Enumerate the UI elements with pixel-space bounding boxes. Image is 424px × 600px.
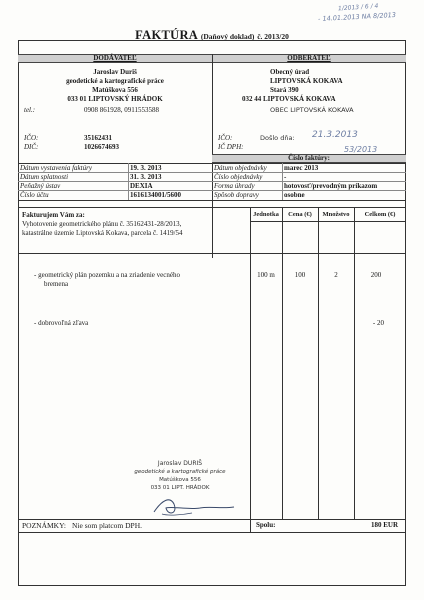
signature: [148, 490, 238, 520]
details-line-2: [18, 181, 406, 182]
delivery-value: osobne: [284, 191, 305, 199]
item-2-text-1: - dobrovoľná zľava: [34, 319, 89, 327]
supplier-business: geodetické a kartografické práce: [66, 77, 164, 85]
order-number-value: -: [284, 173, 287, 181]
col-qty: Množstvo: [322, 211, 350, 218]
payment-form-label: Forma úhrady: [214, 182, 255, 190]
col-total: Celkom (€): [364, 211, 396, 218]
handwritten-note-2: - 14.01.2013 NA 8/2013: [317, 10, 397, 24]
issue-date-label: Dátum vystavenia faktúry: [20, 164, 92, 172]
item-1-qty: 2: [334, 271, 338, 279]
account-value: 1616134001/5600: [130, 191, 181, 199]
item-1-unit: 100 m: [257, 271, 275, 279]
item-1-text-2: bremena: [44, 280, 69, 288]
title-doc-type: (Daňový doklad): [200, 32, 255, 41]
total-value: 180 EUR: [370, 521, 398, 529]
customer-name: Obecný úrad: [270, 68, 310, 76]
items-intro-label: Fakturujem Vám za:: [22, 211, 85, 219]
items-header-line: [250, 221, 406, 222]
supplier-ico-label: IČO:: [24, 134, 39, 142]
items-body-line: [18, 253, 406, 254]
details-left-col-line: [128, 163, 129, 200]
item-1-total: 200: [370, 271, 382, 279]
received-date: 21.3.2013: [312, 130, 358, 140]
bank-label: Peňažný ústav: [20, 182, 61, 190]
supplier-city: 033 01 LIPTOVSKÝ HRÁDOK: [67, 95, 163, 103]
customer-city: 032 44 LIPTOVSKÁ KOKAVA: [242, 95, 336, 103]
title-number: č. 2013/20: [257, 32, 289, 41]
delivery-label: Spôsob dopravy: [214, 191, 259, 199]
customer-ico-label: IČO:: [218, 134, 233, 142]
supplier-ico: 35162431: [84, 134, 112, 142]
stamp-business: geodetické a kartografické práce: [134, 469, 226, 475]
bank-value: DEXIA: [130, 182, 153, 190]
total-label: Spolu:: [256, 521, 276, 529]
stamp-street: Matúškova 556: [159, 477, 201, 483]
order-date-value: marec 2013: [284, 164, 319, 172]
order-date-label: Dátum objednávky: [214, 164, 267, 172]
details-bottom-line: [18, 200, 406, 201]
supplier-dic-label: DIČ:: [24, 143, 39, 151]
account-label: Číslo účtu: [20, 191, 49, 199]
received-label: Došlo dňa:: [260, 134, 295, 142]
customer-header: ODBERATEĽ: [212, 54, 406, 63]
item-2-total: - 20: [372, 319, 384, 327]
stamp-name: Jaroslav DURIŠ: [157, 460, 203, 467]
payment-form-value: hotovosť/prevodným príkazom: [284, 182, 378, 190]
note-text: Nie som platcom DPH.: [72, 521, 142, 530]
note-label: POZNÁMKY:: [22, 521, 66, 530]
supplier-street: Matúškova 556: [92, 86, 138, 94]
item-1-price: 100: [294, 271, 306, 279]
items-intro-line-2: katastrálne územie Liptovská Kokava, parcela č. 1419/54: [22, 229, 183, 237]
registration-number: 53/2013: [344, 145, 378, 154]
footer-divider: [250, 519, 251, 532]
item-1-text-1: - geometrický plán pozemku a na zriadenie vecného: [34, 271, 180, 279]
supplier-tel-label: tel.:: [24, 106, 36, 114]
supplier-name: Jaroslav Duriš: [93, 68, 137, 76]
due-date-label: Dátum splatnosti: [20, 173, 69, 181]
invoice-number-header: Číslo faktúry:: [212, 154, 406, 163]
stamp-city: 033 01 LIPT. HRÁDOK: [150, 485, 210, 491]
handwritten-note-1: 1/2013 / 6 / 4: [337, 2, 379, 13]
footer-top-line: [18, 519, 406, 520]
due-date-value: 31. 3. 2013: [130, 173, 162, 181]
col-unit: Jednotka: [253, 211, 279, 218]
customer-dic-label: IČ DPH:: [218, 143, 244, 151]
order-number-label: Číslo objednávky: [214, 173, 263, 181]
customer-town: LIPTOVSKÁ KOKAVA: [270, 77, 343, 85]
issue-date-value: 19. 3. 2013: [130, 164, 162, 172]
customer-street: Stará 390: [270, 86, 299, 94]
footer-bottom-line: [18, 532, 406, 533]
details-line-3: [18, 190, 406, 191]
supplier-header: DODÁVATEĽ: [18, 54, 212, 63]
details-line-1: [18, 172, 406, 173]
col-price: Cena (€): [288, 211, 312, 218]
customer-stamp: OBEC LIPTOVSKÁ KOKAVA: [270, 106, 354, 114]
supplier-tel: 0908 861928, 0911553588: [84, 106, 159, 114]
supplier-dic: 1026674693: [84, 143, 119, 151]
items-intro-line-1: Vyhotovenie geometrického plánu č. 35162431-28/2013,: [22, 220, 182, 228]
title-main: FAKTÚRA: [135, 28, 199, 42]
details-right-col-line: [282, 163, 283, 200]
items-top-line: [18, 207, 406, 208]
